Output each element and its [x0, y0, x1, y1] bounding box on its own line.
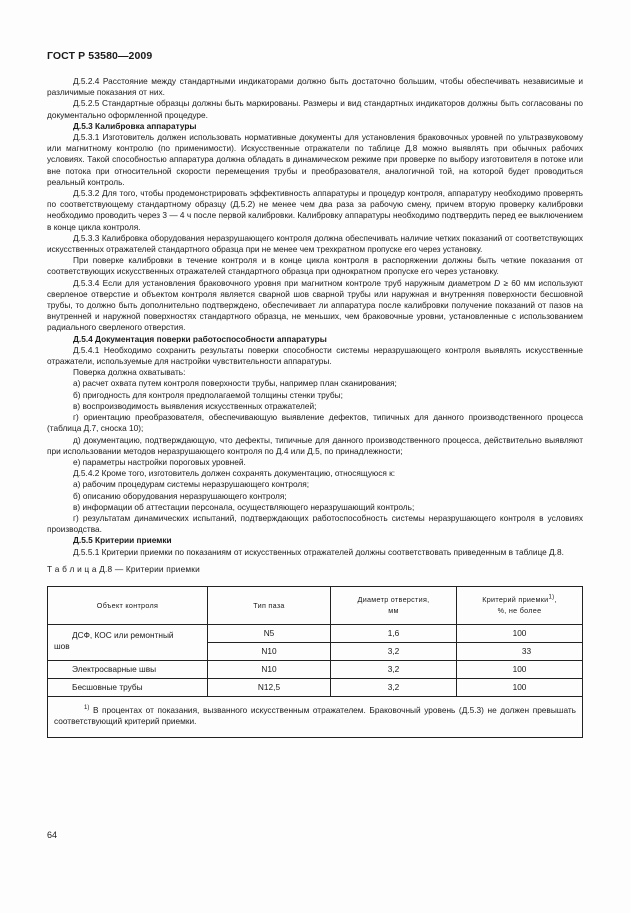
cell-object: Электросварные швы	[48, 660, 208, 678]
paragraph: е) параметры настройки пороговых уровней.	[73, 456, 246, 467]
header-criteria-sup: 1)	[548, 594, 555, 601]
section-heading: Д.5.3 Калибровка аппаратуры	[73, 120, 197, 131]
cell-object: Бесшовные трубы	[48, 678, 208, 696]
header-diameter	[331, 586, 457, 624]
cell-groove: N10	[208, 642, 331, 660]
cell-criteria: 100	[457, 624, 583, 642]
cell-criteria: 100	[457, 678, 583, 696]
footnote-mark: 1)	[84, 705, 90, 712]
cell-criteria: 33	[457, 642, 583, 660]
header-diameter-line1: Диаметр отверстия,	[357, 595, 430, 605]
table-row	[48, 660, 583, 678]
paragraph: г) результатам динамических испытаний, подтверждающих работоспособность системы неразрушающего контроля в условиях производства.	[47, 512, 583, 535]
paragraph: г) ориентацию преобразователя, обеспечивающую выявление дефектов, типичных для данного производственного процесса (таблица Д.7, сноска 10);	[47, 412, 583, 434]
header-criteria-line2: %, не более	[497, 606, 542, 616]
paragraph: Д.5.3.3 Калибровка оборудования неразрушающего контроля должна обеспечивать наличие четких показаний от соответствующих искусственных отражателей стандартного образца при не менее чем трехкратном пропуске его через установку.	[47, 232, 583, 255]
cell-object	[48, 624, 208, 660]
section-heading: Д.5.4 Документация поверки работоспособности аппаратуры	[73, 333, 327, 344]
paragraph: Поверка должна охватывать:	[73, 367, 186, 378]
paragraph: Д.5.3.4 Если для установления браковочного уровня при магнитном контроле труб наружным диаметром D ≥ 60 мм используют сверленое отверстие и объектом контроля является сварной шов сварной трубы или наружная и внутренняя поверхности бесшовной трубы, то должно быть дополнительно подтверждено, обеспечивает ли аппаратура после калибровки получение показаний от пазов на внутренней и наружной поверхностях стандартного образца, не меньших, чем браковочные уровни, установленные с использованием радиального сверленого отверстия.	[47, 277, 584, 333]
cell-diameter: 3,2	[331, 642, 457, 660]
acceptance-criteria-table	[47, 586, 583, 738]
paragraph-list	[47, 76, 583, 558]
section-heading: Д.5.5 Критерии приемки	[73, 535, 172, 546]
header-diameter-line2: мм	[388, 606, 399, 616]
paragraph: При поверке калибровки в течение контроля и в конце цикла контроля в распоряжении должны быть четкие показания от соответствующих искусственных отражателей стандартного образца при однократном пропуске его через установку.	[47, 255, 583, 277]
header-criteria: Критерий приемки$^{1)}$, %, не более	[457, 586, 583, 624]
header-groove: Тип паза	[208, 586, 331, 624]
table-header-row	[48, 586, 583, 624]
table-row	[48, 678, 583, 696]
page-number: 64	[47, 830, 58, 840]
paragraph: Д.5.4.1 Необходимо сохранить результаты поверки способности системы неразрушающего контроля выявлять искусственные отражатели, используемые для настройки чувствительности аппаратуры.	[47, 344, 583, 367]
paragraph: Д.5.2.5 Стандартные образцы должны быть маркированы. Размеры и вид стандартных индикаторов должны быть согласованы по документально оформленной процедуре.	[47, 98, 583, 120]
paragraph: Д.5.4.2 Кроме того, изготовитель должен сохранять документацию, относящуюся к:	[73, 468, 396, 479]
table-footnote-row	[48, 696, 583, 737]
cell-object-line1: ДСФ, КОС или ремонтный	[72, 629, 174, 640]
paragraph: в) информации об аттестации персонала, осуществляющего неразрушающий контроль;	[73, 501, 415, 512]
paragraph: д) документацию, подтверждающую, что дефекты, типичные для данного производственного процесса, действительно выявляют при использовании методов неразрушающего контроля по Д.4 или Д.5, по принадлежности;	[47, 434, 583, 456]
paragraph: Д.5.3.1 Изготовитель должен использовать нормативные документы для установления браковочных уровней по ультразвуковому или магнитному контролю (по применимости). Искусственные отражатели по таблице Д.8 можно выявлять при обычных рабочих условиях. Такой способностью аппаратура должна обладать в динамическом режиме при проверке по выбору изготовителя в потоке или вне потока при относительной скорости перемещения трубы и преобразователя, аналогичной той, на которой будет проводиться реальный контроль.	[47, 132, 583, 187]
cell-diameter: 1,6	[331, 624, 457, 642]
paragraph: а) расчет охвата путем контроля поверхности трубы, например план сканирования;	[73, 378, 397, 389]
document-header: ГОСТ Р 53580—2009	[47, 50, 153, 62]
cell-diameter: 3,2	[331, 660, 457, 678]
paragraph: б) пригодность для контроля предполагаемой толщины стенки трубы;	[73, 389, 343, 400]
cell-groove: N12,5	[208, 678, 331, 696]
table-footnote	[48, 696, 583, 737]
cell-groove: N10	[208, 660, 331, 678]
paragraph: а) рабочим процедурам системы неразрушающего контроля;	[73, 479, 310, 490]
table-caption: Т а б л и ц а Д.8 — Критерии приемки	[47, 563, 200, 574]
cell-object-line2: шов	[54, 641, 70, 652]
cell-groove: N5	[208, 624, 331, 642]
paragraph: в) воспроизводимость выявления искусственных отражателей;	[73, 400, 317, 411]
paragraph: Д.5.5.1 Критерии приемки по показаниям от искусственных отражателей должны соответствовать приведенным в таблице Д.8.	[73, 546, 564, 557]
cell-criteria: 100	[457, 660, 583, 678]
table-row	[48, 624, 583, 642]
paragraph: Д.5.2.4 Расстояние между стандартными индикаторами должно быть достаточно большим, чтобы обеспечивать независимые и различимые показания от них.	[47, 76, 583, 98]
footnote-text: В процентах от показания, вызванного искусственным отражателем. Браковочный уровень (Д.5.3) не должен превышать соответствующий критерий приемки.	[54, 704, 577, 726]
paragraph: б) описанию оборудования неразрушающего контроля;	[73, 490, 287, 501]
header-object: Объект контроля	[48, 586, 208, 624]
cell-diameter: 3,2	[331, 678, 457, 696]
paragraph: Д.5.3.2 Для того, чтобы продемонстрировать эффективность аппаратуры и процедур контроля, аппаратуру необходимо проверять по соответствующему стандартному образцу (Д.5.2) не менее чем два раза за рабочую смену, причем вторую проверку калибровки необходимо проводить через 3 — 4 ч после первой калибровки. Калибровку аппаратуры необходимо подтвердить перед ее выключением в конце цикла контроля.	[47, 188, 583, 232]
document-body	[47, 76, 583, 738]
header-criteria-line1: Критерий приемки	[482, 595, 549, 605]
